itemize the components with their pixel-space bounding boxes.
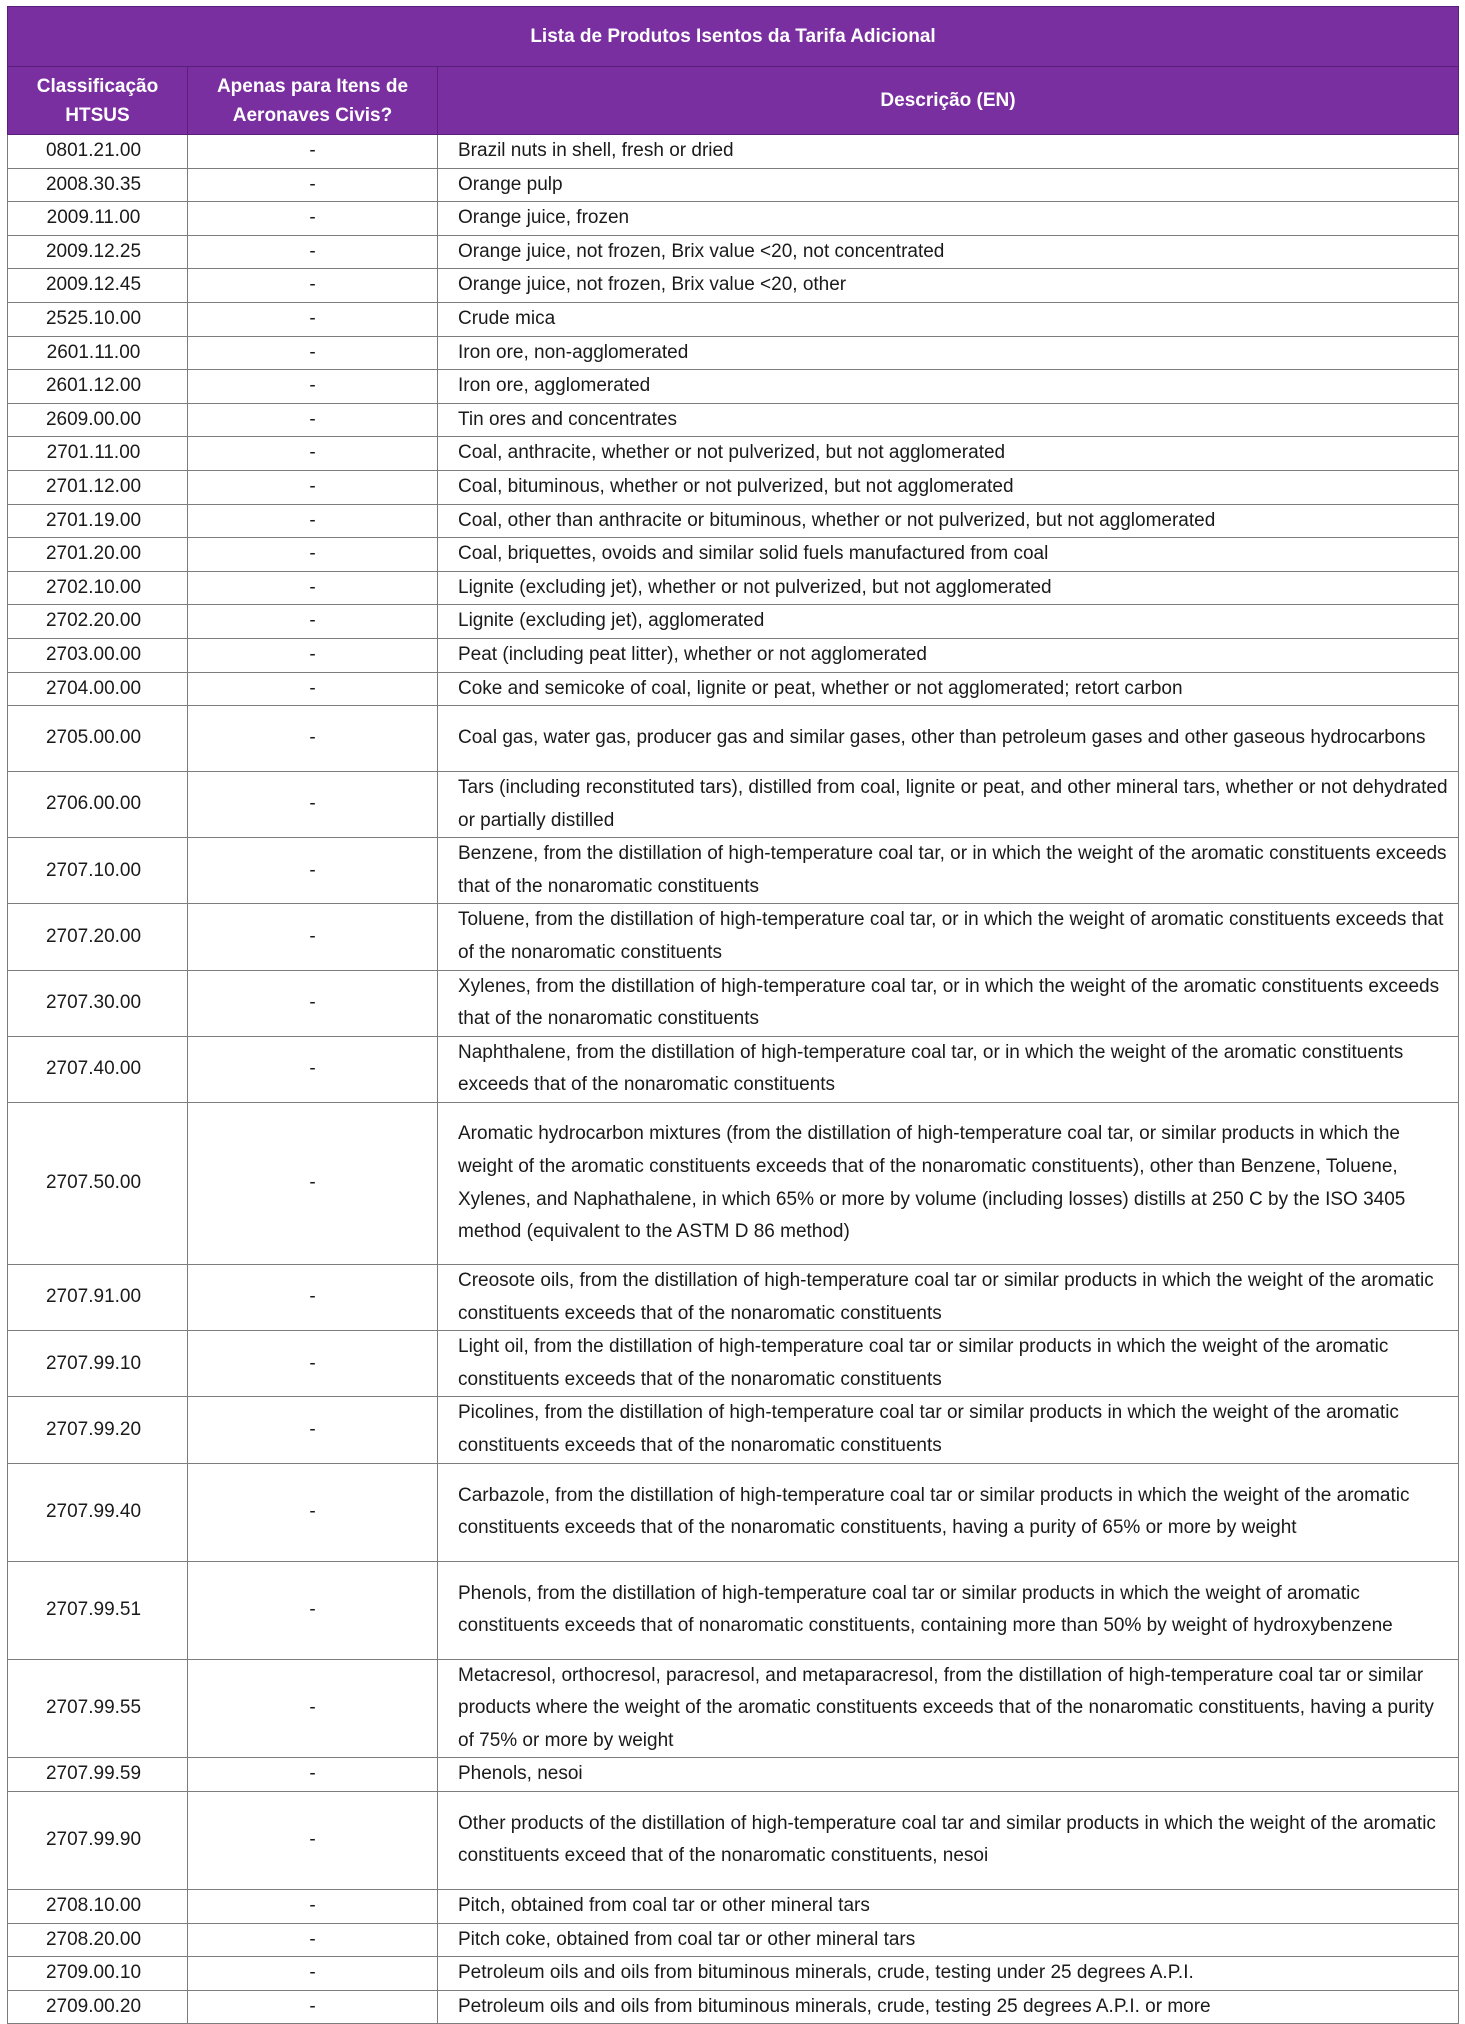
table-row bbox=[8, 1791, 1459, 1889]
civil-aircraft-cell: - bbox=[188, 1957, 438, 1991]
htsus-code-cell: 2704.00.00 bbox=[8, 672, 188, 706]
description-cell: Coal, anthracite, whether or not pulverized, but not agglomerated bbox=[438, 437, 1459, 471]
description-cell: Carbazole, from the distillation of high-temperature coal tar or similar products in which the weight of the aromatic constituents exceeds that of the nonaromatic constituents, having a purity of 65% or more by weight bbox=[438, 1463, 1459, 1561]
civil-aircraft-cell: - bbox=[188, 1265, 438, 1331]
description-cell: Tin ores and concentrates bbox=[438, 403, 1459, 437]
exempt-products-table bbox=[7, 6, 1459, 2024]
htsus-code-cell: 2707.30.00 bbox=[8, 970, 188, 1036]
table-row bbox=[8, 571, 1459, 605]
table-row bbox=[8, 269, 1459, 303]
civil-aircraft-cell: - bbox=[188, 1397, 438, 1463]
table-row bbox=[8, 538, 1459, 572]
description-cell: Pitch coke, obtained from coal tar or other mineral tars bbox=[438, 1923, 1459, 1957]
htsus-code-cell: 2601.11.00 bbox=[8, 336, 188, 370]
htsus-code-cell: 2701.12.00 bbox=[8, 470, 188, 504]
table-row bbox=[8, 1923, 1459, 1957]
htsus-code-cell: 2702.20.00 bbox=[8, 605, 188, 639]
htsus-code-cell: 2701.20.00 bbox=[8, 538, 188, 572]
htsus-code-cell: 2707.99.55 bbox=[8, 1659, 188, 1758]
htsus-code-cell: 2707.91.00 bbox=[8, 1265, 188, 1331]
description-cell: Creosote oils, from the distillation of high-temperature coal tar or similar products in which the weight of the aromatic constituents exceeds that of the nonaromatic constituents bbox=[438, 1265, 1459, 1331]
civil-aircraft-cell: - bbox=[188, 772, 438, 838]
htsus-code-cell: 2707.99.59 bbox=[8, 1758, 188, 1792]
htsus-code-cell: 2707.20.00 bbox=[8, 904, 188, 970]
htsus-code-cell: 2601.12.00 bbox=[8, 370, 188, 404]
table-row bbox=[8, 470, 1459, 504]
table-row bbox=[8, 672, 1459, 706]
description-cell: Coal gas, water gas, producer gas and similar gases, other than petroleum gases and other gaseous hydrocarbons bbox=[438, 706, 1459, 772]
htsus-code-cell: 2609.00.00 bbox=[8, 403, 188, 437]
htsus-code-cell: 2009.12.45 bbox=[8, 269, 188, 303]
description-cell: Orange juice, not frozen, Brix value <20, not concentrated bbox=[438, 235, 1459, 269]
htsus-code-cell: 2707.99.40 bbox=[8, 1463, 188, 1561]
civil-aircraft-cell: - bbox=[188, 302, 438, 336]
exempt-products-table-container bbox=[7, 6, 1458, 2024]
description-cell: Coke and semicoke of coal, lignite or peat, whether or not agglomerated; retort carbon bbox=[438, 672, 1459, 706]
civil-aircraft-cell: - bbox=[188, 1463, 438, 1561]
table-row bbox=[8, 1463, 1459, 1561]
table-body bbox=[8, 135, 1459, 2024]
htsus-code-cell: 2708.20.00 bbox=[8, 1923, 188, 1957]
description-cell: Coal, briquettes, ovoids and similar solid fuels manufactured from coal bbox=[438, 538, 1459, 572]
description-cell: Iron ore, agglomerated bbox=[438, 370, 1459, 404]
civil-aircraft-cell: - bbox=[188, 1990, 438, 2024]
htsus-code-cell: 2705.00.00 bbox=[8, 706, 188, 772]
description-cell: Coal, bituminous, whether or not pulverized, but not agglomerated bbox=[438, 470, 1459, 504]
description-cell: Benzene, from the distillation of high-temperature coal tar, or in which the weight of the aromatic constituents exceeds that of the nonaromatic constituents bbox=[438, 838, 1459, 904]
civil-aircraft-cell: - bbox=[188, 135, 438, 169]
civil-aircraft-cell: - bbox=[188, 1791, 438, 1889]
description-cell: Phenols, nesoi bbox=[438, 1758, 1459, 1792]
htsus-code-cell: 2701.11.00 bbox=[8, 437, 188, 471]
htsus-code-cell: 2707.10.00 bbox=[8, 838, 188, 904]
table-row bbox=[8, 336, 1459, 370]
description-cell: Tars (including reconstituted tars), distilled from coal, lignite or peat, and other mineral tars, whether or not dehydrated or partially distilled bbox=[438, 772, 1459, 838]
htsus-code-cell: 2708.10.00 bbox=[8, 1889, 188, 1923]
civil-aircraft-cell: - bbox=[188, 538, 438, 572]
table-row bbox=[8, 1758, 1459, 1792]
description-cell: Orange pulp bbox=[438, 168, 1459, 202]
civil-aircraft-cell: - bbox=[188, 1103, 438, 1265]
htsus-code-cell: 0801.21.00 bbox=[8, 135, 188, 169]
civil-aircraft-cell: - bbox=[188, 1923, 438, 1957]
civil-aircraft-cell: - bbox=[188, 1659, 438, 1758]
civil-aircraft-cell: - bbox=[188, 904, 438, 970]
column-header-htsus: Classificação HTSUS bbox=[8, 67, 188, 135]
civil-aircraft-cell: - bbox=[188, 571, 438, 605]
civil-aircraft-cell: - bbox=[188, 437, 438, 471]
htsus-code-cell: 2009.12.25 bbox=[8, 235, 188, 269]
table-row bbox=[8, 970, 1459, 1036]
column-header-civil-aircraft: Apenas para Itens de Aeronaves Civis? bbox=[188, 67, 438, 135]
civil-aircraft-cell: - bbox=[188, 638, 438, 672]
table-row bbox=[8, 437, 1459, 471]
htsus-code-cell: 2525.10.00 bbox=[8, 302, 188, 336]
table-row bbox=[8, 504, 1459, 538]
civil-aircraft-cell: - bbox=[188, 1331, 438, 1397]
description-cell: Metacresol, orthocresol, paracresol, and metaparacresol, from the distillation of high-temperature coal tar or similar products where the weight of the aromatic constituents exceeds that of the nonaromatic constituents, having a purity of 75% or more by weight bbox=[438, 1659, 1459, 1758]
civil-aircraft-cell: - bbox=[188, 202, 438, 236]
table-row bbox=[8, 135, 1459, 169]
htsus-code-cell: 2008.30.35 bbox=[8, 168, 188, 202]
table-row bbox=[8, 605, 1459, 639]
description-cell: Picolines, from the distillation of high-temperature coal tar or similar products in which the weight of the aromatic constituents exceeds that of the nonaromatic constituents bbox=[438, 1397, 1459, 1463]
civil-aircraft-cell: - bbox=[188, 470, 438, 504]
description-cell: Coal, other than anthracite or bituminous, whether or not pulverized, but not agglomerated bbox=[438, 504, 1459, 538]
description-cell: Orange juice, not frozen, Brix value <20, other bbox=[438, 269, 1459, 303]
table-row bbox=[8, 1957, 1459, 1991]
civil-aircraft-cell: - bbox=[188, 1036, 438, 1102]
civil-aircraft-cell: - bbox=[188, 403, 438, 437]
column-header-description: Descrição (EN) bbox=[438, 67, 1459, 135]
description-cell: Aromatic hydrocarbon mixtures (from the distillation of high-temperature coal tar, or similar products in which the weight of the aromatic constituents exceeds that of the nonaromatic constituents), other than Benzene, Toluene, Xylenes, and Naphathalene, in which 65% or more by volume (including losses) distills at 250 C by the ISO 3405 method (equivalent to the ASTM D 86 method) bbox=[438, 1103, 1459, 1265]
description-cell: Petroleum oils and oils from bituminous minerals, crude, testing under 25 degrees A.P.I. bbox=[438, 1957, 1459, 1991]
htsus-code-cell: 2707.99.10 bbox=[8, 1331, 188, 1397]
description-cell: Other products of the distillation of high-temperature coal tar and similar products in which the weight of the aromatic constituents exceed that of the nonaromatic constituents, nesoi bbox=[438, 1791, 1459, 1889]
civil-aircraft-cell: - bbox=[188, 370, 438, 404]
description-cell: Lignite (excluding jet), whether or not pulverized, but not agglomerated bbox=[438, 571, 1459, 605]
description-cell: Phenols, from the distillation of high-temperature coal tar or similar products in which the weight of aromatic constituents exceeds that of nonaromatic constituents, containing more than 50% by weight of hydroxybenzene bbox=[438, 1561, 1459, 1659]
table-row bbox=[8, 1036, 1459, 1102]
description-cell: Petroleum oils and oils from bituminous minerals, crude, testing 25 degrees A.P.I. or more bbox=[438, 1990, 1459, 2024]
civil-aircraft-cell: - bbox=[188, 1758, 438, 1792]
civil-aircraft-cell: - bbox=[188, 168, 438, 202]
civil-aircraft-cell: - bbox=[188, 1561, 438, 1659]
civil-aircraft-cell: - bbox=[188, 504, 438, 538]
description-cell: Crude mica bbox=[438, 302, 1459, 336]
civil-aircraft-cell: - bbox=[188, 336, 438, 370]
table-row bbox=[8, 202, 1459, 236]
civil-aircraft-cell: - bbox=[188, 1889, 438, 1923]
htsus-code-cell: 2009.11.00 bbox=[8, 202, 188, 236]
htsus-code-cell: 2709.00.10 bbox=[8, 1957, 188, 1991]
table-row bbox=[8, 706, 1459, 772]
htsus-code-cell: 2707.99.90 bbox=[8, 1791, 188, 1889]
civil-aircraft-cell: - bbox=[188, 838, 438, 904]
htsus-code-cell: 2709.00.20 bbox=[8, 1990, 188, 2024]
htsus-code-cell: 2707.99.20 bbox=[8, 1397, 188, 1463]
description-cell: Brazil nuts in shell, fresh or dried bbox=[438, 135, 1459, 169]
htsus-code-cell: 2707.99.51 bbox=[8, 1561, 188, 1659]
civil-aircraft-cell: - bbox=[188, 706, 438, 772]
table-row bbox=[8, 772, 1459, 838]
table-row bbox=[8, 1103, 1459, 1265]
table-row bbox=[8, 235, 1459, 269]
table-row bbox=[8, 1331, 1459, 1397]
table-row bbox=[8, 1659, 1459, 1758]
description-cell: Toluene, from the distillation of high-temperature coal tar, or in which the weight of aromatic constituents exceeds that of the nonaromatic constituents bbox=[438, 904, 1459, 970]
description-cell: Peat (including peat litter), whether or not agglomerated bbox=[438, 638, 1459, 672]
civil-aircraft-cell: - bbox=[188, 970, 438, 1036]
description-cell: Xylenes, from the distillation of high-temperature coal tar, or in which the weight of the aromatic constituents exceeds that of the nonaromatic constituents bbox=[438, 970, 1459, 1036]
table-row bbox=[8, 403, 1459, 437]
table-row bbox=[8, 1561, 1459, 1659]
htsus-code-cell: 2702.10.00 bbox=[8, 571, 188, 605]
table-row bbox=[8, 638, 1459, 672]
table-row bbox=[8, 1889, 1459, 1923]
table-title: Lista de Produtos Isentos da Tarifa Adicional bbox=[8, 7, 1459, 67]
civil-aircraft-cell: - bbox=[188, 269, 438, 303]
description-cell: Orange juice, frozen bbox=[438, 202, 1459, 236]
description-cell: Lignite (excluding jet), agglomerated bbox=[438, 605, 1459, 639]
htsus-code-cell: 2703.00.00 bbox=[8, 638, 188, 672]
htsus-code-cell: 2707.40.00 bbox=[8, 1036, 188, 1102]
table-row bbox=[8, 1265, 1459, 1331]
htsus-code-cell: 2706.00.00 bbox=[8, 772, 188, 838]
table-row bbox=[8, 838, 1459, 904]
htsus-code-cell: 2707.50.00 bbox=[8, 1103, 188, 1265]
table-row bbox=[8, 302, 1459, 336]
description-cell: Pitch, obtained from coal tar or other mineral tars bbox=[438, 1889, 1459, 1923]
civil-aircraft-cell: - bbox=[188, 672, 438, 706]
table-row bbox=[8, 1397, 1459, 1463]
civil-aircraft-cell: - bbox=[188, 235, 438, 269]
description-cell: Light oil, from the distillation of high-temperature coal tar or similar products in which the weight of the aromatic constituents exceeds that of the nonaromatic constituents bbox=[438, 1331, 1459, 1397]
description-cell: Iron ore, non-agglomerated bbox=[438, 336, 1459, 370]
htsus-code-cell: 2701.19.00 bbox=[8, 504, 188, 538]
description-cell: Naphthalene, from the distillation of high-temperature coal tar, or in which the weight of the aromatic constituents exceeds that of the nonaromatic constituents bbox=[438, 1036, 1459, 1102]
table-row bbox=[8, 370, 1459, 404]
table-row bbox=[8, 1990, 1459, 2024]
table-row bbox=[8, 168, 1459, 202]
table-row bbox=[8, 904, 1459, 970]
civil-aircraft-cell: - bbox=[188, 605, 438, 639]
